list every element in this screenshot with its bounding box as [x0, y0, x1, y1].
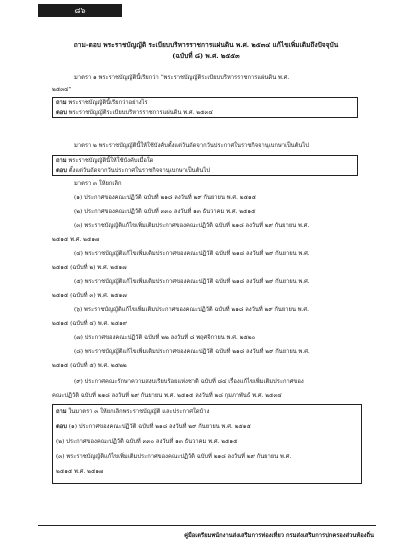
repeal-item: (๒) ประกาศของคณะปฏิวัติ ฉบับที่ ๓๓๐ ลงวันที่ ๑๓ ธันวาคม พ.ศ. ๒๕๑๕ [74, 209, 256, 215]
answer-line: ๒๕๑๕ พ.ศ. ๒๕๑๗ [56, 469, 104, 475]
answer-line: (๓) พระราชบัญญัติแก้ไขเพิ่มเติมประกาศของคณะปฏิวัติ ฉบับที่ ๒๑๘ ลงวันที่ ๒๙ กันยายน พ.ศ. [56, 454, 292, 460]
page-footer: คู่มือเตรียมพนักงานส่งเสริมการท่องเที่ยว กรมส่งเสริมการปกครองส่วนท้องถิ่น [184, 533, 374, 539]
question-text: พระราชบัญญัตินี้เรียกว่าอย่างไร [68, 100, 148, 106]
question-text: พระราชบัญญัตินี้ให้ใช้บังคับเมื่อใด [68, 158, 154, 164]
answer-label: ตอบ [56, 110, 67, 116]
qa3-question [56, 408, 209, 416]
section3-intro: มาตรา ๓ ให้ยกเลิก [74, 181, 122, 187]
question-text: ในมาตรา ๓ ให้ยกเลิกพระราชบัญญัติ และประกาศใดบ้าง [68, 409, 210, 415]
repeal-item: (๑) ประกาศของคณะปฏิวัติ ฉบับที่ ๒๑๘ ลงวันที่ ๒๙ กันยายน พ.ศ. ๒๕๑๕ [74, 195, 257, 201]
answer-label: ตอบ [56, 168, 67, 174]
qa-box-1 [52, 97, 358, 118]
repeal-item-cont: ๒๕๑๕ พ.ศ. ๒๕๑๗ [52, 237, 100, 243]
repeal-item-cont: คณะปฏิวัติ ฉบับที่ ๒๑๘ ลงวันที่ ๒๙ กันยายน พ.ศ. ๒๕๑๕ ลงวันที่ ๒๘ กุมภาพันธ์ พ.ศ. ๒๕๓๔ [52, 393, 282, 399]
repeal-item-cont: ๒๕๑๕ (ฉบับที่ ๕) พ.ศ. ๒๕๒๒ [52, 363, 127, 369]
section1-text: มาตรา ๑ พระราชบัญญัตินี้เรียกว่า “พระราชบัญญัติระเบียบบริหารราชการแผ่นดิน พ.ศ. [74, 75, 290, 81]
question-label: ถาม [56, 409, 67, 415]
repeal-item-cont: ๒๕๑๕ (ฉบับที่ ๔) พ.ศ. ๒๕๑๙ [52, 321, 128, 327]
answer-text: พระราชบัญญัติระเบียบบริหารราชการแผ่นดิน พ.ศ. ๒๕๓๔ [68, 110, 213, 116]
repeal-item: (๘) พระราชบัญญัติแก้ไขเพิ่มเติมประกาศของคณะปฏิวัติ ฉบับที่ ๒๑๘ ลงวันที่ ๒๙ กันยายน พ.ศ. [74, 349, 310, 355]
answer-text: (๑) ประกาศของคณะปฏิวัติ ฉบับที่ ๒๑๘ ลงวันที่ ๒๙ กันยายน พ.ศ. ๒๕๑๕ [68, 424, 251, 430]
repeal-item: (๖) พระราชบัญญัติแก้ไขเพิ่มเติมประกาศของคณะปฏิวัติ ฉบับที่ ๒๑๘ ลงวันที่ ๒๙ กันยายน พ.ศ. [74, 307, 309, 313]
qa-box-2 [52, 155, 358, 176]
qa-box-3 [52, 404, 362, 484]
section1-text-cont: ๒๕๓๔” [52, 87, 72, 93]
page-title: ถาม-ตอบ พระราชบัญญัติ ระเบียบบริหารราชการแผ่นดิน พ.ศ. ๒๕๓๔ แก้ไขเพิ่มเติมถึงปัจจุบัน [73, 41, 339, 49]
qa1-answer [56, 109, 213, 117]
answer-text: ตั้งแต่วันถัดจากวันประกาศในราชกิจจานุเบกษาเป็นต้นไป [68, 168, 210, 174]
qa1-question [56, 99, 148, 107]
repeal-item: (๓) พระราชบัญญัติแก้ไขเพิ่มเติมประกาศของคณะปฏิวัติ ฉบับที่ ๒๑๘ ลงวันที่ ๒๙ กันยายน พ.ศ. [74, 223, 310, 229]
answer-label: ตอบ [56, 424, 67, 430]
answer-line: (๒) ประกาศของคณะปฏิวัติ ฉบับที่ ๓๓๐ ลงวันที่ ๑๓ ธันวาคม พ.ศ. ๒๕๑๕ [56, 439, 238, 445]
repeal-item: (๗) ประกาศของคณะปฏิวัติ ฉบับที่ ๒๒ ลงวันที่ ๘ พฤศจิกายน พ.ศ. ๒๕๒๐ [74, 335, 256, 341]
repeal-item: (๙) ประกาศคณะรักษาความสงบเรียบร้อยแห่งชาติ ฉบับที่ ๘๔ เรื่องแก้ไขเพิ่มเติมประกาศของ [74, 379, 304, 385]
repeal-item-cont: ๒๕๑๕ (ฉบับที่ ๒) พ.ศ. ๒๕๑๗ [52, 265, 127, 271]
question-label: ถาม [56, 100, 67, 106]
qa2-answer [56, 167, 210, 175]
question-label: ถาม [56, 158, 67, 164]
repeal-item: (๔) พระราชบัญญัติแก้ไขเพิ่มเติมประกาศของคณะปฏิวัติ ฉบับที่ ๒๑๘ ลงวันที่ ๒๙ กันยายน พ.ศ. [74, 251, 310, 257]
qa2-question [56, 157, 153, 165]
repeal-item-cont: ๒๕๑๕ (ฉบับที่ ๓) พ.ศ. ๒๕๑๗ [52, 293, 127, 299]
section2-text: มาตรา ๒ พระราชบัญญัตินี้ให้ใช้บังคับตั้งแต่วันถัดจากวันประกาศในราชกิจจานุเบกษาเป็นต้นไป [74, 143, 309, 149]
page-subtitle: (ฉบับที่ ๘) พ.ศ. ๒๕๕๓ [172, 52, 240, 60]
repeal-item: (๕) พระราชบัญญัติแก้ไขเพิ่มเติมประกาศของคณะปฏิวัติ ฉบับที่ ๒๑๘ ลงวันที่ ๒๙ กันยายน พ.ศ. [74, 279, 310, 285]
qa3-answer [56, 423, 251, 431]
footer-divider [38, 525, 376, 526]
page-number: ๘๖ [38, 4, 122, 17]
